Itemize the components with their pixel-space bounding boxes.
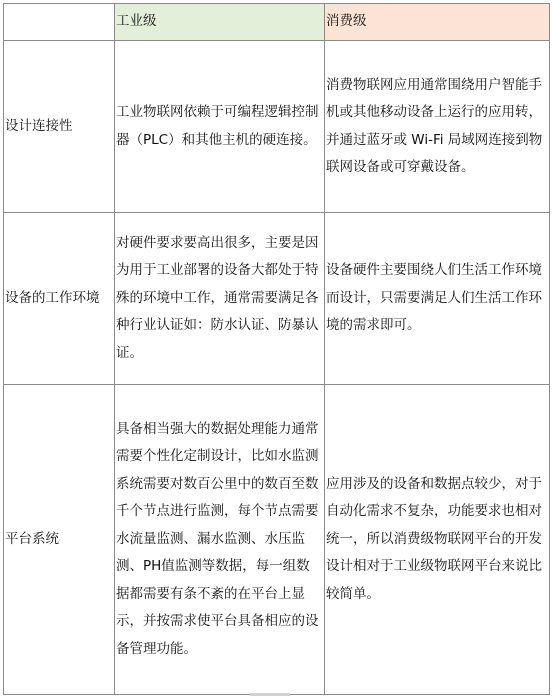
row-category: 设备的工作环境	[4, 213, 115, 385]
row-consumer-cell: 应用涉及的设备和数据点较少，对于自动化需求不复杂，功能要求也相对统一，所以消费级物联网平台的开发设计相对于工业级物联网平台来说比较简单。	[325, 385, 550, 695]
table-row	[4, 213, 550, 385]
header-consumer: 消费级	[325, 4, 550, 41]
row-category: 设计连接性	[4, 41, 115, 213]
row-category: 平台系统	[4, 385, 115, 695]
row-consumer-cell: 消费物联网应用通常围绕用户智能手机或其他移动设备上运行的应用转，并通过蓝牙或 Wi-Fi 局域网连接到物联网设备或可穿戴设备。	[325, 41, 550, 213]
row-industrial-cell: 工业物联网依赖于可编程逻辑控制器（PLC）和其他主机的硬连接。	[115, 41, 325, 213]
table-row	[4, 385, 550, 695]
horizontal-scrollbar[interactable]	[250, 693, 290, 696]
header-row	[4, 4, 550, 41]
table-row	[4, 41, 550, 213]
row-industrial-cell: 具备相当强大的数据处理能力通常需要个性化定制设计，比如水监测系统需要对数百公里中的数百至数千个节点进行监测，每个节点需要水流量监测、漏水监测、水压监测、PH值监测等数据，每一组数据都需要有条不紊的在平台上显示，并按需求使平台具备相应的设备管理功能。	[115, 385, 325, 695]
comparison-table	[3, 3, 550, 695]
row-consumer-cell: 设备硬件主要围绕人们生活工作环境而设计，只需要满足人们生活工作环境的需求即可。	[325, 213, 550, 385]
header-corner-cell	[4, 4, 115, 41]
header-industrial: 工业级	[115, 4, 325, 41]
row-industrial-cell: 对硬件要求要高出很多，主要是因为用于工业部署的设备大都处于特殊的环境中工作，通常需要满足各种行业认证如：防水认证、防暴认证。	[115, 213, 325, 385]
